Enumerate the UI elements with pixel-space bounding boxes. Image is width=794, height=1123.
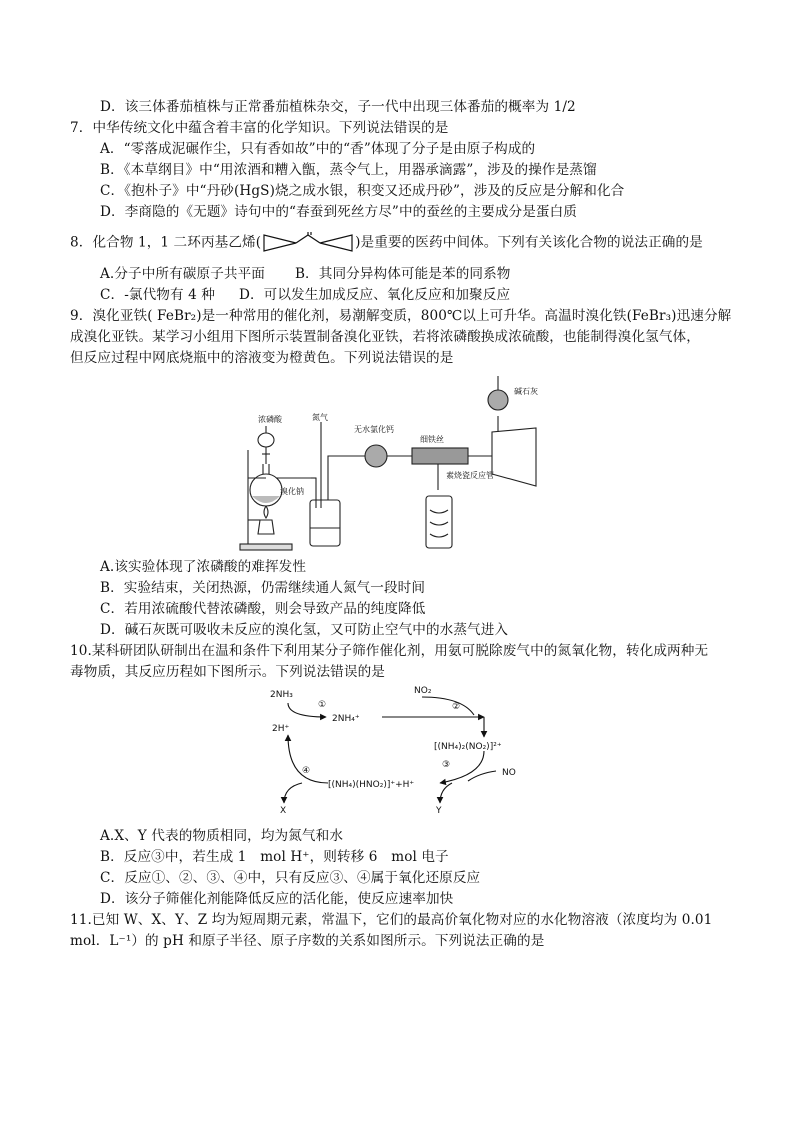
q7-option-d: D．李商隐的《无题》诗句中的“春蚕到死丝方尽”中的蚕丝的主要成分是蛋白质 (100, 204, 577, 220)
species-complex1: [(NH₄)₂(NO₂)]²⁺ (434, 742, 502, 752)
species-no: NO (502, 768, 516, 778)
q9-stem-line2: 成溴化亚铁。某学习小组用下图所示装置制备溴化亚铁，若将浓磷酸换成浓硫酸，也能制得溴化氢气体， (70, 329, 700, 345)
q10-option-b: B．反应③中，若生成 1 mol H⁺，则转移 6 mol 电子 (100, 849, 449, 865)
q8-option-a-text: A.分子中所有碳原子共平面 (100, 266, 265, 282)
product-x: X (280, 806, 287, 813)
q8-option-c-text: C．-氯代物有 4 种 (100, 287, 215, 303)
stand-base (240, 544, 292, 550)
q9-option-a: A.该实验体现了浓磷酸的难挥发性 (100, 559, 307, 575)
label-reaction-tube: 素烧瓷反应管 (446, 471, 494, 480)
label-iron-wire: 细铁丝 (420, 435, 444, 444)
step2-label: ② (452, 702, 461, 712)
q9-stem-line1: 9．溴化亚铁( FeBr₂)是一种常用的催化剂，易潮解变质，800℃以上可升华。高温时溴化铁(FeBr₃)迅速分解 (70, 308, 732, 324)
q8-option-b-text: B．其同分异构体可能是苯的同系物 (294, 266, 511, 282)
q9-option-c: C．若用浓硫酸代替浓磷酸，则会导致产品的纯度降低 (100, 601, 426, 617)
step4-label: ④ (302, 766, 311, 776)
q10-option-a: A.X、Y 代表的物质相同，均为氮气和水 (100, 828, 344, 844)
step1-label: ① (318, 700, 327, 710)
species-complex2: [(NH₄)(HNO₂)]⁺+H⁺ (328, 780, 415, 790)
label-cacl2: 无水氯化钙 (354, 425, 394, 434)
q8-stem-post: )是重要的医药中间体。下列有关该化合物的说法正确的是 (355, 234, 703, 251)
species-no2: NO₂ (414, 686, 432, 696)
alcohol-lamp (258, 520, 274, 534)
species-nh3: 2NH₃ (270, 690, 293, 700)
q7-option-b: B．《本草纲目》中“用浓酒和糟入甑，蒸令气上，用器承滴露”，涉及的操作是蒸馏 (100, 162, 597, 178)
label-nitrogen: 氮气 (312, 413, 328, 422)
step3-label: ③ (442, 760, 451, 770)
q10-stem-line2: 毒物质，其反应历程如下图所示。下列说法错误的是 (70, 664, 385, 680)
label-sodium-bromide: 溴化钠 (280, 487, 304, 496)
q7-stem: 7．中华传统文化中蕴含着丰富的化学知识。下列说法错误的是 (70, 120, 449, 136)
q7-option-a: A．“零落成泥碾作尘，只有香如故”中的“香”体现了分子是由原子构成的 (100, 141, 536, 157)
q8-option-cd (100, 285, 510, 305)
q8-option-a (100, 264, 510, 284)
q11-stem-line1: 11.已知 W、X、Y、Z 均为短周期元素，常温下，它们的最高价氧化物对应的水化物溶液（浓度均为 0.01 (70, 912, 713, 928)
soda-lime-tube (488, 390, 508, 410)
label-phosphoric-acid: 浓磷酸 (258, 415, 282, 424)
q8-stem (70, 232, 703, 254)
q9-option-d: D．碱石灰既可吸收未反应的溴化氢，又可防止空气中的水蒸气进入 (100, 622, 509, 638)
q6-option-d: D．该三体番茄植株与正常番茄植株杂交，子一代中出现三体番茄的概率为 1/2 (100, 99, 576, 115)
dicyclopropylethylene-structure-icon (262, 232, 354, 254)
q8-option-d-text: D．可以发生加成反应、氧化反应和加聚反应 (238, 287, 511, 303)
q9-stem-line3: 但反应过程中网底烧瓶中的溶液变为橙黄色。下列说法错误的是 (70, 350, 454, 366)
wash-bottle (310, 500, 340, 546)
label-soda-lime: 碱石灰 (514, 387, 538, 396)
collection-bottle (426, 496, 452, 548)
dropping-funnel (258, 433, 274, 447)
q10-mechanism-figure (262, 683, 522, 813)
q7-option-c: C．《抱朴子》中“丹砂(HgS)烧之成水银，积变又还成丹砂”，涉及的反应是分解和化合 (100, 183, 625, 199)
species-h: 2H⁺ (272, 724, 290, 734)
q9-option-b: B．实验结束，关闭热源，仍需继续通人氮气一段时间 (100, 580, 426, 596)
q8-stem-pre: 8．化合物 1，1 二环丙基乙烯( (70, 234, 262, 251)
q10-stem-line1: 10.某科研团队研制出在温和条件下利用某分子筛作催化剂，用氨可脱除废气中的氮氧化物，转化成两种无 (70, 643, 709, 659)
q10-option-d: D．该分子筛催化剂能降低反应的活化能，使反应速率加快 (100, 891, 454, 907)
product-y: Y (436, 806, 442, 813)
cacl2-drying-tube (365, 445, 387, 467)
q11-stem-line2: mol．L⁻¹）的 pH 和原子半径、原子序数的关系如图所示。下列说法正确的是 (70, 933, 545, 949)
species-nh4: 2NH₄⁺ (332, 714, 360, 724)
porcelain-reaction-tube (412, 448, 468, 464)
conical-flask (492, 428, 536, 486)
q10-option-c: C．反应①、②、③、④中，只有反应③、④属于氧化还原反应 (100, 870, 481, 886)
q9-apparatus-figure (236, 370, 566, 555)
